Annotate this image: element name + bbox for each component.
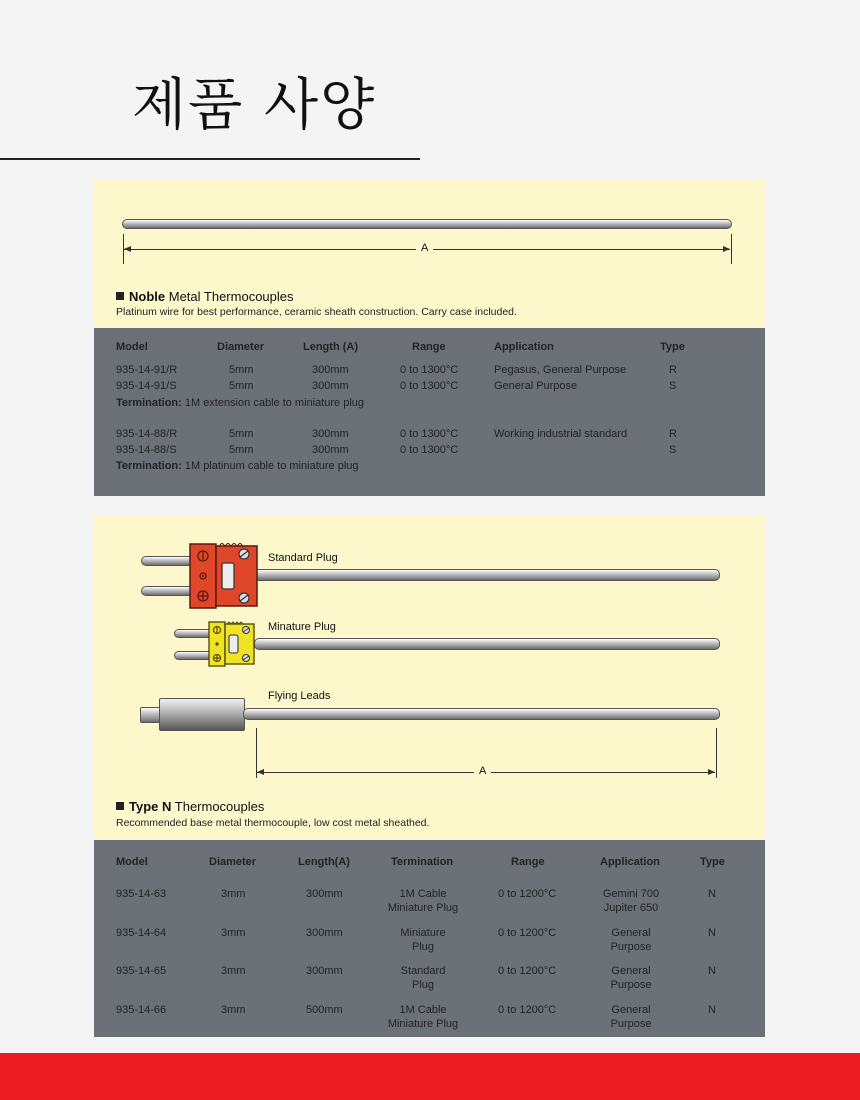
noble-header-type: Type <box>660 341 685 353</box>
noble-row-4-type: S <box>669 444 677 456</box>
typen-row-3-length: 300mm <box>306 965 343 977</box>
typen-row-3-model: 935-14-65 <box>116 965 167 977</box>
typen-row-4-termination-line2: Miniature Plug <box>387 1018 459 1030</box>
arrow-right-icon <box>723 246 730 252</box>
typen-row-3-type: N <box>708 965 716 977</box>
noble-row-2-diameter: 5mm <box>229 380 254 392</box>
dim-tick-right <box>731 234 732 264</box>
noble-header-model: Model <box>116 341 148 353</box>
typen-header-range: Range <box>511 856 545 868</box>
typen-row-2-application-line2: Purpose <box>610 941 652 953</box>
noble-row-3-range: 0 to 1300°C <box>400 428 459 440</box>
bullet-square-icon <box>116 802 124 810</box>
noble-row-3-model: 935-14-88/R <box>116 428 178 440</box>
dimension-label-a: A <box>416 242 433 254</box>
noble-row-1-application: Pegasus, General Purpose <box>494 364 627 376</box>
typen-row-1-termination-line1: 1M Cable <box>399 888 447 900</box>
typen-row-1-application-line2: Jupiter 650 <box>603 902 659 914</box>
noble-row-4-length: 300mm <box>312 444 349 456</box>
standard-plug-probe-rod <box>254 569 720 581</box>
typen-row-3-range: 0 to 1200°C <box>498 965 557 977</box>
typen-row-3-termination-line1: Standard <box>400 965 446 977</box>
noble-row-1-range: 0 to 1300°C <box>400 364 459 376</box>
typen-row-1-range: 0 to 1200°C <box>498 888 557 900</box>
noble-row-1-type: R <box>669 364 677 376</box>
noble-probe-rod <box>122 219 732 229</box>
miniature-plug-label: Minature Plug <box>268 621 336 633</box>
typen-row-1-application-line1: Gemini 700 <box>602 888 660 900</box>
typen-row-3-application-line2: Purpose <box>610 979 652 991</box>
typen-row-4-application-line2: Purpose <box>610 1018 652 1030</box>
typen-row-4-model: 935-14-66 <box>116 1004 167 1016</box>
noble-row-1-length: 300mm <box>312 364 349 376</box>
noble-row-1-diameter: 5mm <box>229 364 254 376</box>
typen-row-2-model: 935-14-64 <box>116 927 167 939</box>
typen-header-model: Model <box>116 856 148 868</box>
arrow-left-icon <box>257 769 264 775</box>
noble-row-3-length: 300mm <box>312 428 349 440</box>
noble-row-3-diameter: 5mm <box>229 428 254 440</box>
noble-row-4-range: 0 to 1300°C <box>400 444 459 456</box>
noble-header-range: Range <box>412 341 446 353</box>
noble-row-2-range: 0 to 1300°C <box>400 380 459 392</box>
typen-row-3-application-line1: General <box>611 965 651 977</box>
typen-row-2-diameter: 3mm <box>221 927 246 939</box>
noble-row-1-model: 935-14-91/R <box>116 364 178 376</box>
flying-leads-probe-rod <box>243 708 720 720</box>
page-title: 제품 사양 <box>132 73 377 138</box>
typen-row-2-range: 0 to 1200°C <box>498 927 557 939</box>
noble-description: Platinum wire for best performance, ceramic sheath construction. Carry case included. <box>116 306 517 318</box>
miniature-plug-probe-rod <box>254 638 720 650</box>
noble-header-application: Application <box>494 341 554 353</box>
standard-plug-connector-icon <box>189 543 259 609</box>
typen-row-4-range: 0 to 1200°C <box>498 1004 557 1016</box>
typen-row-4-application-line1: General <box>611 1004 651 1016</box>
dim2-tick-right <box>716 728 717 778</box>
noble-row-2-length: 300mm <box>312 380 349 392</box>
typen-header-length: Length(A) <box>298 856 350 868</box>
typen-description: Recommended base metal thermocouple, low cost metal sheathed. <box>116 817 430 829</box>
typen-row-1-termination-line2: Miniature Plug <box>387 902 459 914</box>
flying-leads-label: Flying Leads <box>268 690 331 702</box>
typen-row-2-termination-line1: Miniature <box>400 927 446 939</box>
typen-row-1-model: 935-14-63 <box>116 888 167 900</box>
noble-row-2-type: S <box>669 380 677 392</box>
noble-row-2-model: 935-14-91/S <box>116 380 177 392</box>
typen-header-termination: Termination <box>391 856 454 868</box>
typen-header-application: Application <box>600 856 660 868</box>
bullet-square-icon <box>116 292 124 300</box>
miniature-plug-connector-icon <box>208 621 256 667</box>
typen-row-3-termination-line2: Plug <box>411 979 435 991</box>
typen-row-1-length: 300mm <box>306 888 343 900</box>
typen-row-2-termination-line2: Plug <box>411 941 435 953</box>
typen-row-1-diameter: 3mm <box>221 888 246 900</box>
noble-header-length: Length (A) <box>303 341 358 353</box>
noble-section-title: Noble Metal Thermocouples <box>116 289 294 304</box>
title-divider <box>0 158 420 160</box>
footer-red-bar <box>0 1053 860 1100</box>
noble-row-3-type: R <box>669 428 677 440</box>
arrow-left-icon <box>124 246 131 252</box>
typen-row-4-termination-line1: 1M Cable <box>399 1004 447 1016</box>
flying-leads-handle <box>159 698 245 731</box>
typen-row-2-type: N <box>708 927 716 939</box>
typen-header-type: Type <box>700 856 725 868</box>
typen-row-4-diameter: 3mm <box>221 1004 246 1016</box>
arrow-right-icon <box>708 769 715 775</box>
noble-row-2-application: General Purpose <box>494 380 578 392</box>
noble-termination-2: Termination: 1M platinum cable to miniature plug <box>116 460 359 472</box>
noble-row-4-model: 935-14-88/S <box>116 444 177 456</box>
typen-row-2-length: 300mm <box>306 927 343 939</box>
typen-row-2-application-line1: General <box>611 927 651 939</box>
noble-row-4-diameter: 5mm <box>229 444 254 456</box>
noble-termination-1: Termination: 1M extension cable to miniature plug <box>116 397 365 409</box>
noble-row-3-application: Working industrial standard <box>494 428 628 440</box>
typen-row-3-diameter: 3mm <box>221 965 246 977</box>
typen-row-1-type: N <box>708 888 716 900</box>
typen-row-4-length: 500mm <box>306 1004 343 1016</box>
standard-plug-label: Standard Plug <box>268 552 338 564</box>
typen-header-diameter: Diameter <box>209 856 257 868</box>
typen-section-title: Type N Thermocouples <box>116 799 264 814</box>
typen-row-4-type: N <box>708 1004 716 1016</box>
dimension-label-a-plugs: A <box>474 765 491 777</box>
noble-header-diameter: Diameter <box>217 341 265 353</box>
